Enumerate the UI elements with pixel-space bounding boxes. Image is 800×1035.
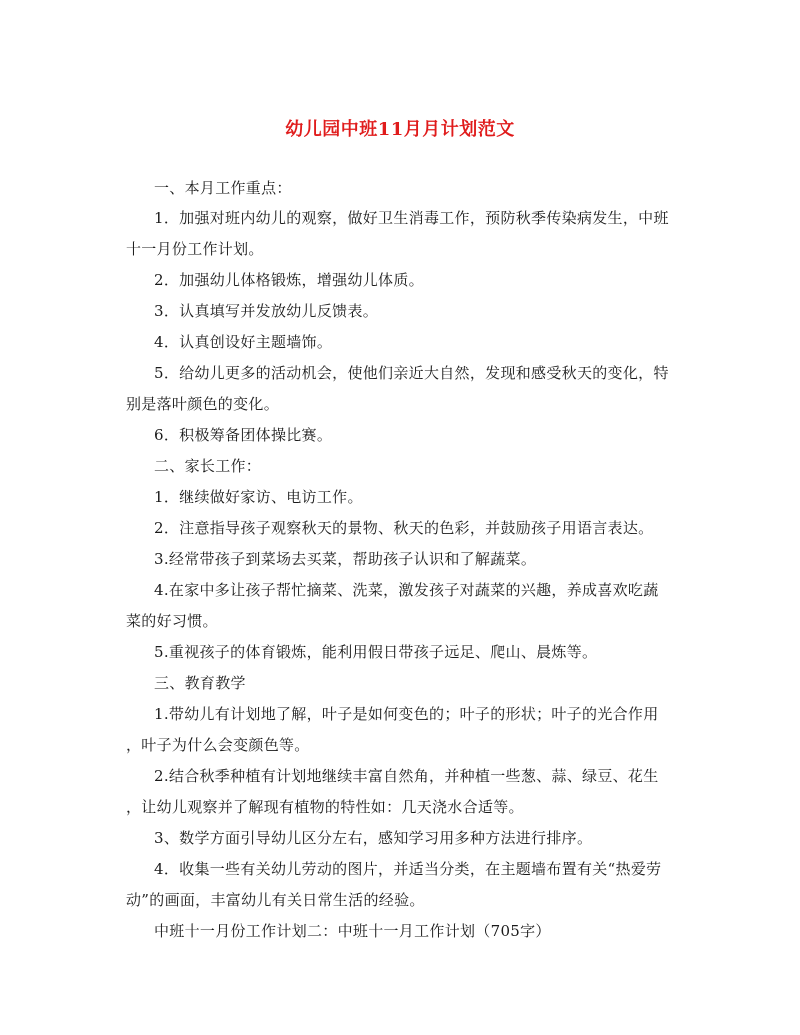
paragraph-line: 1．继续做好家访、电访工作。 (154, 488, 363, 506)
paragraph-line: 菜的好习惯。 (126, 612, 218, 630)
paragraph-line: 4．认真创设好主题墙饰。 (154, 333, 333, 351)
paragraph-line: 别是落叶颜色的变化。 (126, 395, 280, 413)
section-heading: 三、教育教学 (154, 674, 246, 692)
paragraph-line: 3．认真填写并发放幼儿反馈表。 (154, 302, 379, 320)
paragraph-line: 5.重视孩子的体育锻炼，能利用假日带孩子远足、爬山、晨炼等。 (154, 643, 598, 661)
paragraph-line: 4．收集一些有关幼儿劳动的图片，并适当分类，在主题墙布置有关“热爱劳 (154, 860, 662, 878)
paragraph-line: 3、数学方面引导幼儿区分左右，感知学习用多种方法进行排序。 (154, 829, 593, 847)
paragraph-line: 2．加强幼儿体格锻炼，增强幼儿体质。 (154, 271, 424, 289)
paragraph-line: 十一月份工作计划。 (126, 240, 264, 258)
paragraph-line: 5．给幼儿更多的活动机会，使他们亲近大自然，发现和感受秋天的变化，特 (154, 364, 669, 382)
paragraph-line: 2.结合秋季种植有计划地继续丰富自然角，并种植一些葱、蒜、绿豆、花生 (154, 767, 659, 785)
paragraph-line: 4.在家中多让孩子帮忙摘菜、洗菜，激发孩子对蔬菜的兴趣，养成喜欢吃蔬 (154, 581, 659, 599)
paragraph-line: ，让幼儿观察并了解现有植物的特性如：几天浇水合适等。 (126, 798, 524, 816)
paragraph-line: 1．加强对班内幼儿的观察，做好卫生消毒工作，预防秋季传染病发生，中班 (154, 209, 669, 227)
section-heading: 一、本月工作重点： (154, 179, 292, 197)
section-heading: 二、家长工作： (154, 457, 262, 475)
paragraph-line: 3.经常带孩子到菜场去买菜，帮助孩子认识和了解蔬菜。 (154, 550, 537, 568)
document-title: 幼儿园中班11月月计划范文 (285, 119, 515, 140)
paragraph-line: 1.带幼儿有计划地了解，叶子是如何变色的；叶子的形状；叶子的光合作用 (154, 705, 659, 723)
paragraph-line: 动”的画面，丰富幼儿有关日常生活的经验。 (126, 891, 425, 909)
paragraph-line: 中班十一月份工作计划二：中班十一月工作计划（705字） (154, 922, 551, 940)
paragraph-line: 6．积极筹备团体操比赛。 (154, 426, 333, 444)
paragraph-line: 2．注意指导孩子观察秋天的景物、秋天的色彩，并鼓励孩子用语言表达。 (154, 519, 654, 537)
paragraph-line: ，叶子为什么会变颜色等。 (126, 736, 310, 754)
